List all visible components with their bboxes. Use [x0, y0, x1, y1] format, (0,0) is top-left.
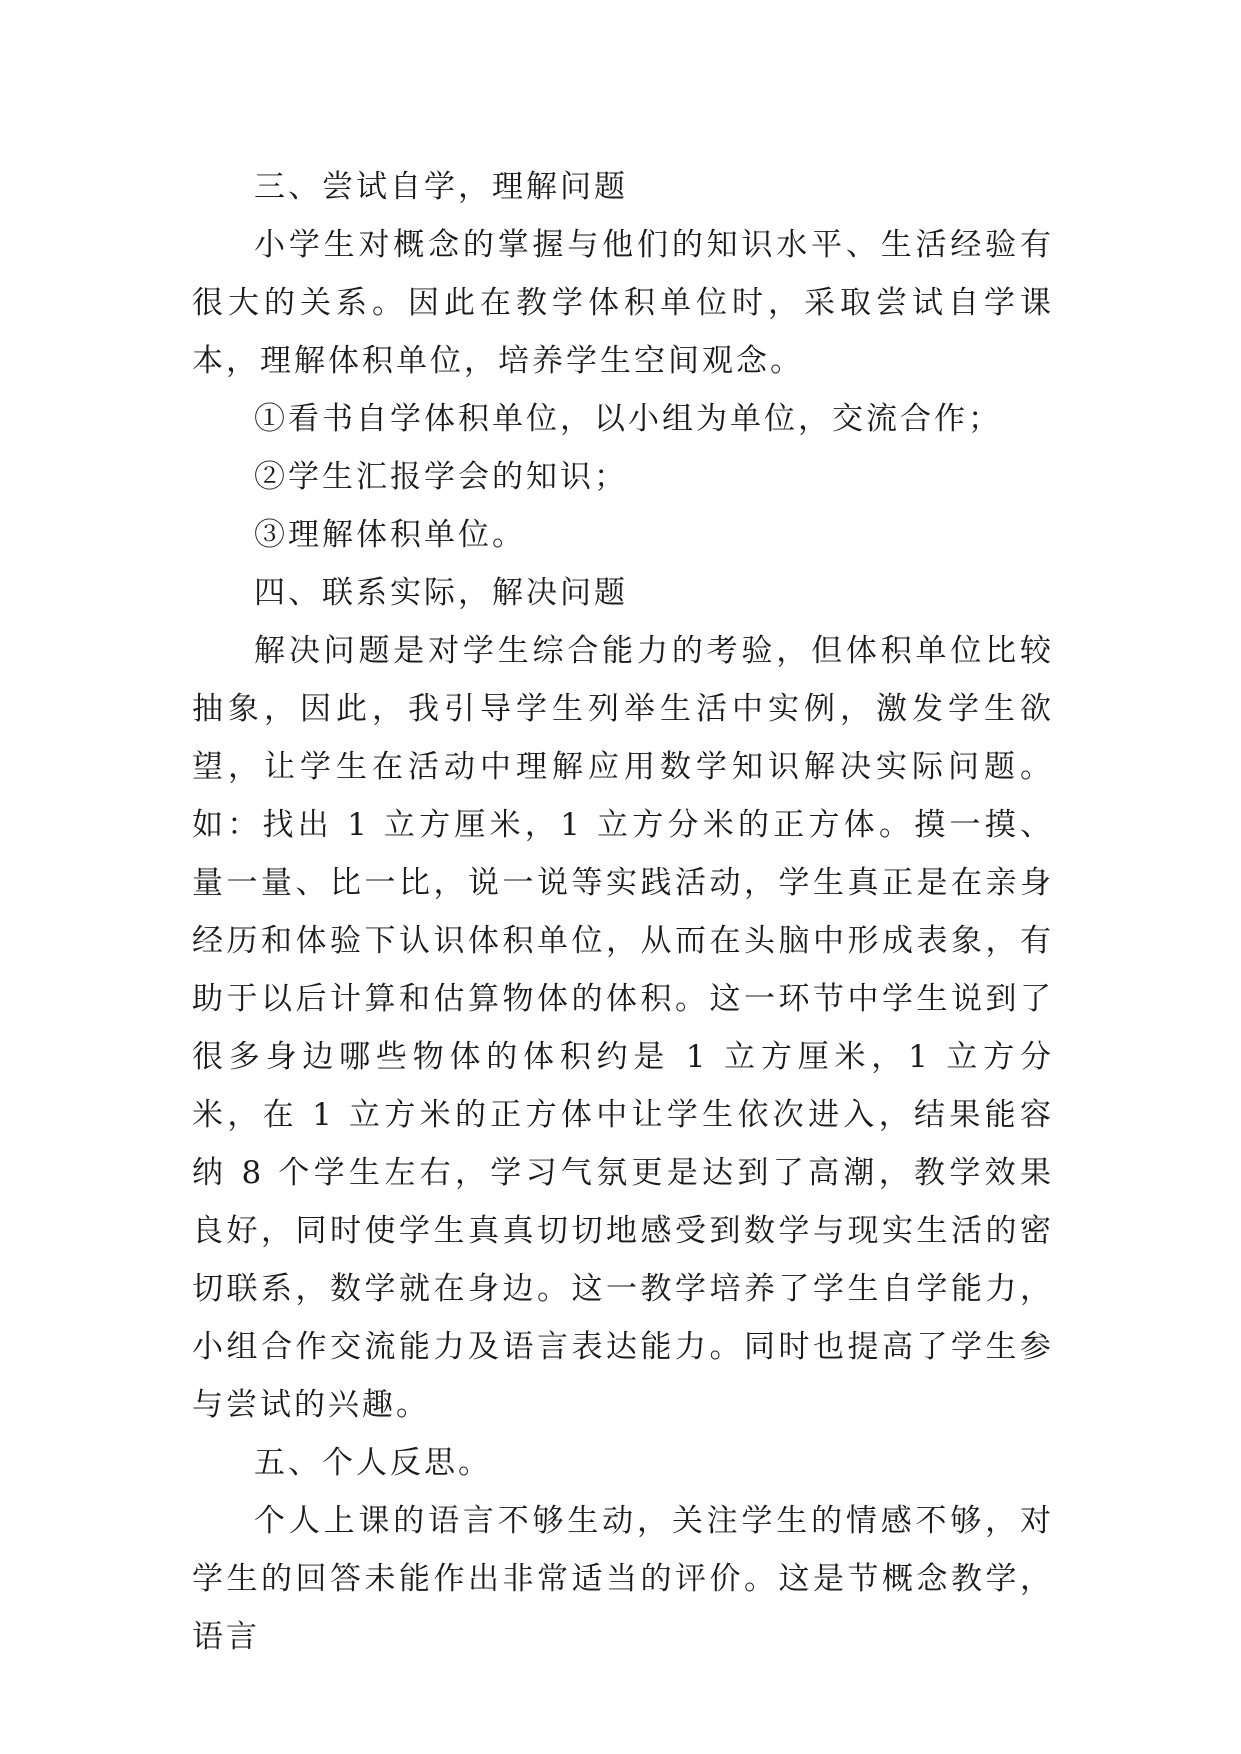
heading-section-3: 三、尝试自学，理解问题 — [254, 169, 628, 205]
heading-section-5: 五、个人反思。 — [254, 1445, 492, 1481]
paragraph-reflection: 个人上课的语言不够生动，关注学生的情感不够，对学生的回答未能作出非常适当的评价。这是节概念教学，语言 — [192, 1503, 1054, 1655]
list-item-2: ②学生汇报学会的知识； — [254, 459, 628, 495]
list-item-3: ③理解体积单位。 — [254, 517, 526, 553]
document-body — [192, 158, 1054, 1666]
paragraph-concept-mastery: 小学生对概念的掌握与他们的知识水平、生活经验有很大的关系。因此在教学体积单位时，采取尝试自学课本，理解体积单位，培养学生空间观念。 — [192, 227, 1054, 379]
list-item-1: ①看书自学体积单位，以小组为单位，交流合作； — [254, 401, 1002, 437]
heading-section-4: 四、联系实际，解决问题 — [254, 575, 628, 611]
paragraph-problem-solving: 解决问题是对学生综合能力的考验，但体积单位比较抽象，因此，我引导学生列举生活中实例，激发学生欲望，让学生在活动中理解应用数学知识解决实际问题。如：找出 1 立方厘米，1 立方分米的正方体。摸一摸、量一量、比一比，说一说等实践活动，学生真正是在亲身经历和体验下认识体积单位，从而在头脑中形成表象，有助于以后计算和估算物体的体积。这一环节中学生说到了很多身边哪些物体的体积约是 1 立方厘米，1 立方分米，在 1 立方米的正方体中让学生依次进入，结果能容纳 8 个学生左右，学习气氛更是达到了高潮，教学效果良好，同时使学生真真切切地感受到数学与现实生活的密切联系，数学就在身边。这一教学培养了学生自学能力，小组合作交流能力及语言表达能力。同时也提高了学生参与尝试的兴趣。 — [192, 633, 1054, 1423]
